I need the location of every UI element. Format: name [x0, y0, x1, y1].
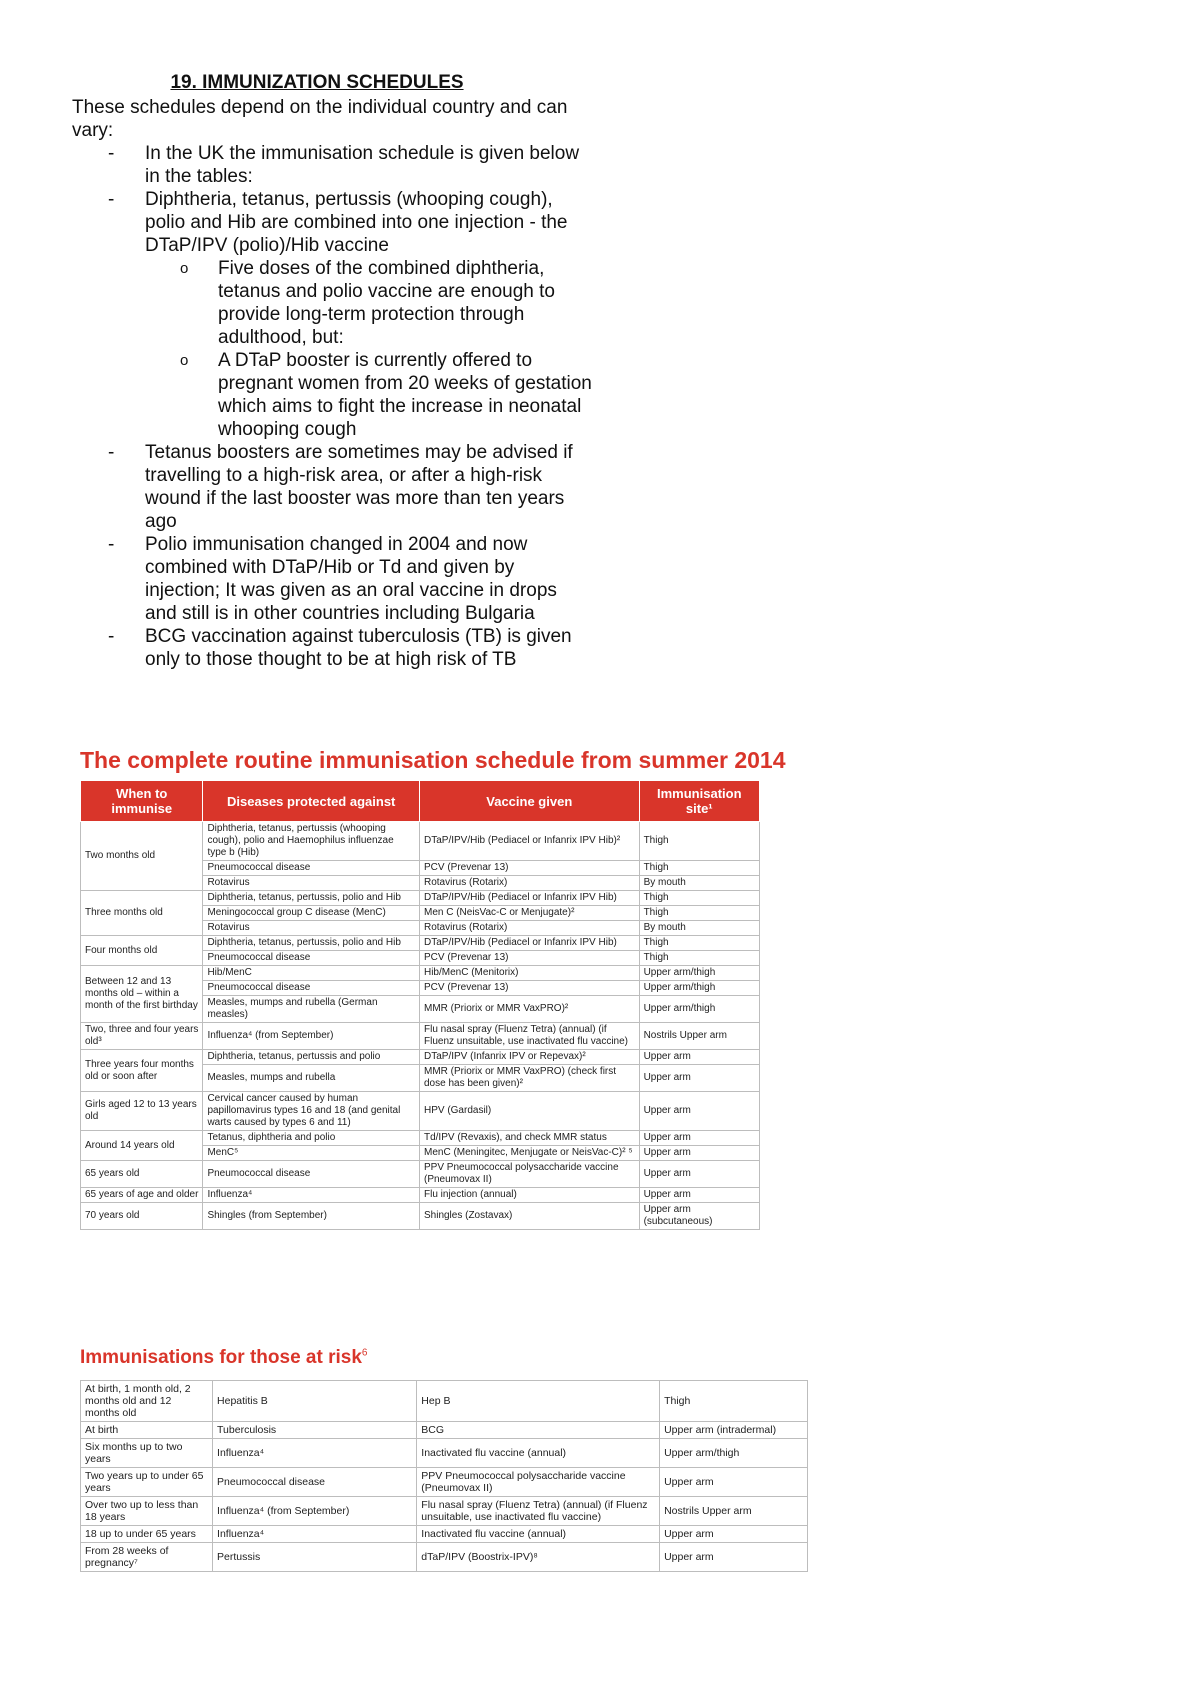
table-row — [81, 1050, 760, 1065]
site-cell: Upper arm — [639, 1161, 759, 1188]
table-row — [81, 966, 760, 981]
age-cell: At birth — [81, 1422, 213, 1439]
site-cell: Upper arm (subcutaneous) — [639, 1203, 759, 1230]
disease-cell: Diphtheria, tetanus, pertussis, polio and Hib — [203, 891, 420, 906]
disease-cell: Hepatitis B — [213, 1381, 417, 1422]
vaccine-cell: Td/IPV (Revaxis), and check MMR status — [419, 1131, 639, 1146]
bullet-list — [72, 142, 592, 671]
site-cell: Nostrils Upper arm — [639, 1023, 759, 1050]
table-row — [81, 1092, 760, 1131]
site-cell: Thigh — [639, 861, 759, 876]
disease-cell: Meningococcal group C disease (MenC) — [203, 906, 420, 921]
bullet-text: BCG vaccination against tuberculosis (TB) is given only to those thought to be at high risk of TB — [145, 626, 572, 670]
risk-title — [80, 1347, 367, 1369]
age-cell: 65 years old — [81, 1161, 203, 1188]
disease-cell: Tuberculosis — [213, 1422, 417, 1439]
disease-cell: Diphtheria, tetanus, pertussis and polio — [203, 1050, 420, 1065]
vaccine-cell: Flu nasal spray (Fluenz Tetra) (annual) (if Fluenz unsuitable, use inactivated flu vaccine) — [419, 1023, 639, 1050]
disease-cell: Pertussis — [213, 1543, 417, 1572]
vaccine-cell: DTaP/IPV/Hib (Pediacel or Infanrix IPV Hib) — [419, 936, 639, 951]
disease-cell: Pneumococcal disease — [203, 981, 420, 996]
bullet-item: - Tetanus boosters are sometimes may be advised if travelling to a high-risk area, or after a high-risk wound if the last booster was more than ten years ago — [108, 442, 573, 532]
vaccine-cell: Shingles (Zostavax) — [419, 1203, 639, 1230]
vaccine-cell: Inactivated flu vaccine (annual) — [417, 1526, 660, 1543]
sub-bullet-text: A DTaP booster is currently offered to pregnant women from 20 weeks of gestation which aims to fight the increase in neonatal whooping cough — [218, 350, 592, 440]
age-cell: 18 up to under 65 years — [81, 1526, 213, 1543]
site-cell: Upper arm — [660, 1526, 808, 1543]
vaccine-cell: DTaP/IPV (Infanrix IPV or Repevax)² — [419, 1050, 639, 1065]
vaccine-cell: Hib/MenC (Menitorix) — [419, 966, 639, 981]
disease-cell: Diphtheria, tetanus, pertussis, polio and Hib — [203, 936, 420, 951]
disease-cell: Shingles (from September) — [203, 1203, 420, 1230]
vaccine-cell: MenC (Meningitec, Menjugate or NeisVac-C)² ⁵ — [419, 1146, 639, 1161]
disease-cell: Tetanus, diphtheria and polio — [203, 1131, 420, 1146]
disease-cell: Measles, mumps and rubella (German measles) — [203, 996, 420, 1023]
table-row — [81, 822, 760, 861]
site-cell: Thigh — [639, 822, 759, 861]
site-cell: Thigh — [660, 1381, 808, 1422]
disease-cell: Influenza⁴ (from September) — [213, 1497, 417, 1526]
risk-title-footnote: 6 — [361, 1347, 368, 1359]
site-cell: Upper arm — [660, 1468, 808, 1497]
table-row — [81, 1526, 808, 1543]
table-row — [81, 936, 760, 951]
disease-cell: Influenza⁴ — [203, 1188, 420, 1203]
age-cell: Between 12 and 13 months old – within a month of the first birthday — [81, 966, 203, 1023]
column-header: Immunisation site¹ — [639, 781, 759, 822]
site-cell: Upper arm — [639, 1131, 759, 1146]
schedule-title: The complete routine immunisation schedule from summer 2014 — [80, 747, 786, 773]
table-row — [81, 1468, 808, 1497]
site-cell: Upper arm — [639, 1065, 759, 1092]
bullet-item: - BCG vaccination against tuberculosis (TB) is given only to those thought to be at high risk of TB — [108, 626, 572, 670]
disease-cell: Pneumococcal disease — [203, 861, 420, 876]
bullet-item: - Diphtheria, tetanus, pertussis (whooping cough), polio and Hib are combined into one injection - the DTaP/IPV (polio)/Hib vaccine o Five doses of the combined diphtheria, tetanus and polio vaccine are enough to provide long-term protection through adulthood, but: o A DTaP booster is currently offered to pregnant women from 20 weeks of gestation which aims to fight the increase in neonatal whooping cough — [108, 189, 592, 440]
vaccine-cell: PCV (Prevenar 13) — [419, 951, 639, 966]
disease-cell: Pneumococcal disease — [213, 1468, 417, 1497]
bullet-text: Diphtheria, tetanus, pertussis (whooping cough), polio and Hib are combined into one injection - the DTaP/IPV (polio)/Hib vaccine — [145, 189, 568, 256]
intro-text: These schedules depend on the individual country and can vary: — [72, 97, 568, 141]
vaccine-cell: DTaP/IPV/Hib (Pediacel or Infanrix IPV Hib) — [419, 891, 639, 906]
bullet-item: - Polio immunisation changed in 2004 and now combined with DTaP/Hib or Td and given by injection; It was given as an oral vaccine in drops and still is in other countries including Bulgaria — [108, 534, 557, 624]
page-title: 19. IMMUNIZATION SCHEDULES — [170, 72, 464, 93]
disease-cell: Rotavirus — [203, 876, 420, 891]
vaccine-cell: HPV (Gardasil) — [419, 1092, 639, 1131]
site-cell: Thigh — [639, 891, 759, 906]
age-cell: From 28 weeks of pregnancy⁷ — [81, 1543, 213, 1572]
vaccine-cell: Flu nasal spray (Fluenz Tetra) (annual) (if Fluenz unsuitable, use inactivated flu vaccine) — [417, 1497, 660, 1526]
site-cell: By mouth — [639, 876, 759, 891]
age-cell: Four months old — [81, 936, 203, 966]
table-header-row — [81, 781, 760, 822]
age-cell: Six months up to two years — [81, 1439, 213, 1468]
disease-cell: Measles, mumps and rubella — [203, 1065, 420, 1092]
sub-bullet-item: o Five doses of the combined diphtheria, tetanus and polio vaccine are enough to provide long-term protection through adulthood, but: — [180, 258, 555, 348]
site-cell: Upper arm — [639, 1146, 759, 1161]
table-row — [81, 1381, 808, 1422]
age-cell: 70 years old — [81, 1203, 203, 1230]
disease-cell: Pneumococcal disease — [203, 951, 420, 966]
table-row — [81, 1023, 760, 1050]
disease-cell: Influenza⁴ — [213, 1526, 417, 1543]
table-row — [81, 1422, 808, 1439]
site-cell: Upper arm (intradermal) — [660, 1422, 808, 1439]
table-row — [81, 891, 760, 906]
risk-table — [80, 1380, 808, 1572]
vaccine-cell: dTaP/IPV (Boostrix-IPV)⁸ — [417, 1543, 660, 1572]
column-header: Diseases protected against — [203, 781, 420, 822]
vaccine-cell: Rotavirus (Rotarix) — [419, 921, 639, 936]
vaccine-cell: PCV (Prevenar 13) — [419, 861, 639, 876]
age-cell: Around 14 years old — [81, 1131, 203, 1161]
bullet-text: Tetanus boosters are sometimes may be advised if travelling to a high-risk area, or after a high-risk wound if the last booster was more than ten years ago — [145, 442, 573, 532]
age-cell: Three months old — [81, 891, 203, 936]
site-cell: Thigh — [639, 951, 759, 966]
vaccine-cell: MMR (Priorix or MMR VaxPRO) (check first dose has been given)² — [419, 1065, 639, 1092]
schedule-table — [80, 780, 760, 1230]
site-cell: Upper arm/thigh — [639, 981, 759, 996]
column-header: Vaccine given — [419, 781, 639, 822]
age-cell: 65 years of age and older — [81, 1188, 203, 1203]
site-cell: Upper arm — [639, 1092, 759, 1131]
disease-cell: Pneumococcal disease — [203, 1161, 420, 1188]
table-row — [81, 1543, 808, 1572]
disease-cell: Influenza⁴ — [213, 1439, 417, 1468]
column-header: When to immunise — [81, 781, 203, 822]
table-row — [81, 1203, 760, 1230]
vaccine-cell: Hep B — [417, 1381, 660, 1422]
disease-cell: Influenza⁴ (from September) — [203, 1023, 420, 1050]
intro-section — [72, 96, 592, 671]
disease-cell: Hib/MenC — [203, 966, 420, 981]
disease-cell: Cervical cancer caused by human papillomavirus types 16 and 18 (and genital warts caused by types 6 and 11) — [203, 1092, 420, 1131]
vaccine-cell: MMR (Priorix or MMR VaxPRO)² — [419, 996, 639, 1023]
site-cell: Thigh — [639, 936, 759, 951]
table-row — [81, 1497, 808, 1526]
vaccine-cell: Flu injection (annual) — [419, 1188, 639, 1203]
table-row — [81, 1188, 760, 1203]
site-cell: Upper arm — [660, 1543, 808, 1572]
site-cell: Upper arm — [639, 1188, 759, 1203]
site-cell: Nostrils Upper arm — [660, 1497, 808, 1526]
site-cell: By mouth — [639, 921, 759, 936]
bullet-item: - In the UK the immunisation schedule is given below in the tables: — [108, 143, 580, 187]
sub-bullet-list — [145, 257, 592, 441]
disease-cell: Diphtheria, tetanus, pertussis (whooping cough), polio and Haemophilus influenzae type b (Hib) — [203, 822, 420, 861]
age-cell: Over two up to less than 18 years — [81, 1497, 213, 1526]
vaccine-cell: PPV Pneumococcal polysaccharide vaccine (Pneumovax II) — [419, 1161, 639, 1188]
age-cell: At birth, 1 month old, 2 months old and 12 months old — [81, 1381, 213, 1422]
vaccine-cell: PCV (Prevenar 13) — [419, 981, 639, 996]
vaccine-cell: Inactivated flu vaccine (annual) — [417, 1439, 660, 1468]
age-cell: Two months old — [81, 822, 203, 891]
age-cell: Two years up to under 65 years — [81, 1468, 213, 1497]
age-cell: Three years four months old or soon after — [81, 1050, 203, 1092]
site-cell: Upper arm/thigh — [660, 1439, 808, 1468]
vaccine-cell: PPV Pneumococcal polysaccharide vaccine (Pneumovax II) — [417, 1468, 660, 1497]
table-row — [81, 1439, 808, 1468]
sub-bullet-text: Five doses of the combined diphtheria, tetanus and polio vaccine are enough to provide long-term protection through adulthood, but: — [218, 258, 555, 348]
sub-bullet-item: o A DTaP booster is currently offered to pregnant women from 20 weeks of gestation which aims to fight the increase in neonatal whooping cough — [180, 350, 592, 440]
age-cell: Two, three and four years old³ — [81, 1023, 203, 1050]
bullet-text: In the UK the immunisation schedule is given below in the tables: — [145, 143, 580, 187]
vaccine-cell: Rotavirus (Rotarix) — [419, 876, 639, 891]
vaccine-cell: Men C (NeisVac-C or Menjugate)² — [419, 906, 639, 921]
bullet-text: Polio immunisation changed in 2004 and now combined with DTaP/Hib or Td and given by injection; It was given as an oral vaccine in drops and still is in other countries including Bulgaria — [145, 534, 557, 624]
age-cell: Girls aged 12 to 13 years old — [81, 1092, 203, 1131]
vaccine-cell: DTaP/IPV/Hib (Pediacel or Infanrix IPV Hib)² — [419, 822, 639, 861]
disease-cell: MenC⁵ — [203, 1146, 420, 1161]
site-cell: Thigh — [639, 906, 759, 921]
site-cell: Upper arm — [639, 1050, 759, 1065]
table-row — [81, 1161, 760, 1188]
site-cell: Upper arm/thigh — [639, 996, 759, 1023]
table-row — [81, 1131, 760, 1146]
risk-title-text: Immunisations for those at risk — [80, 1347, 362, 1368]
disease-cell: Rotavirus — [203, 921, 420, 936]
vaccine-cell: BCG — [417, 1422, 660, 1439]
site-cell: Upper arm/thigh — [639, 966, 759, 981]
